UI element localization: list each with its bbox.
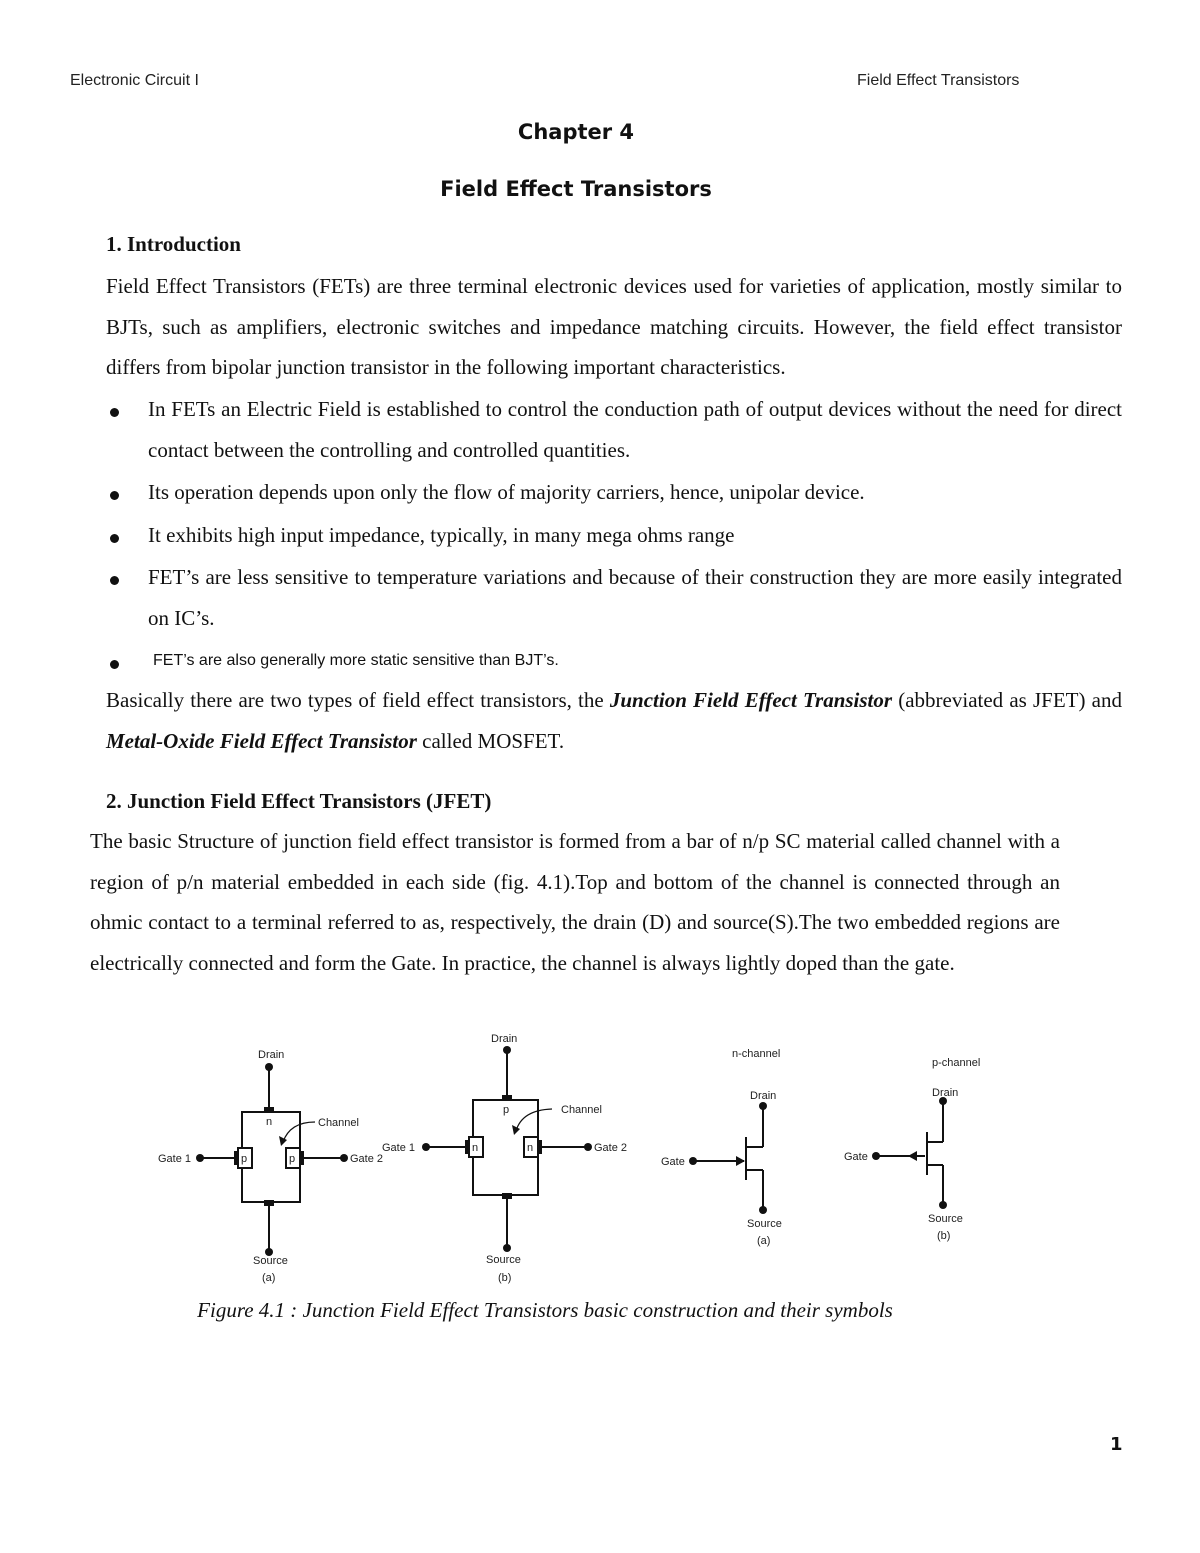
bullet-text: In FETs an Electric Field is established to control the conduction path of output devices without the need for direct contact between the controlling and controlled quantities.: [148, 397, 1122, 462]
page-number: 1: [1110, 1434, 1123, 1455]
sym-b-gate-label: Gate: [844, 1151, 868, 1163]
chapter-number: Chapter 4: [517, 120, 635, 144]
types-text-1: Basically there are two types of field effect transistors, the: [106, 688, 610, 712]
struct-b-channel-type: p: [503, 1104, 510, 1116]
bullet-text: FET’s are also generally more static sensitive than BJT’s.: [153, 652, 559, 669]
sym-a-source-label: Source: [747, 1218, 782, 1230]
section-heading-jfet: 2. Junction Field Effect Transistors (JFET): [106, 789, 492, 813]
struct-a-gate1-label: Gate 1: [158, 1153, 192, 1165]
struct-a-gate2-label: Gate 2: [350, 1153, 384, 1165]
struct-b-gate-region-2: n: [527, 1142, 534, 1154]
sym-a-drain-label: Drain: [750, 1090, 777, 1102]
bullet-text: Its operation depends upon only the flow of majority carriers, hence, unipolar device.: [148, 480, 865, 504]
types-text-2: (abbreviated as JFET) and: [892, 688, 1122, 712]
figure-4-1: [150, 1025, 1030, 1290]
sym-b-title: p-channel: [932, 1057, 981, 1069]
struct-b-gate2-label: Gate 2: [594, 1142, 628, 1154]
sym-a-title: n-channel: [732, 1048, 781, 1060]
struct-a-channel-label: Channel: [318, 1117, 359, 1129]
struct-b-gate1-label: Gate 1: [382, 1142, 416, 1154]
struct-a-gate-region-1: p: [241, 1153, 248, 1165]
bullet-text: It exhibits high input impedance, typically, in many mega ohms range: [148, 523, 735, 547]
sym-b-drain-label: Drain: [932, 1087, 959, 1099]
struct-a-channel-type: n: [266, 1116, 273, 1128]
struct-b-channel-label: Channel: [561, 1104, 602, 1116]
jfet-paragraph: The basic Structure of junction field effect transistor is formed from a bar of n/p SC material called channel with a region of p/n material embedded in each side (fig. 4.1).Top and bottom of the channel is connected through an ohmic contact to a terminal referred to as, respectively, the drain (D) and source(S).The two embedded regions are electrically connected and form the Gate. In practice, the channel is always lightly doped than the gate.: [90, 829, 1060, 975]
section-heading-introduction: 1. Introduction: [106, 232, 241, 256]
struct-a-drain-label: Drain: [258, 1049, 285, 1061]
header-right: Field Effect Transistors: [857, 72, 1020, 89]
bullet-icon: [110, 576, 119, 585]
bullet-text: FET’s are less sensitive to temperature variations and because of their construction they are more easily integrated on IC’s.: [148, 565, 1122, 630]
struct-b-tag: (b): [498, 1272, 512, 1284]
figure-caption: Figure 4.1 : Junction Field Effect Transistors basic construction and their symbols: [197, 1298, 893, 1322]
header-left: Electronic Circuit I: [70, 72, 199, 89]
bullet-icon: [110, 534, 119, 543]
p-channel-symbol: [878, 1103, 943, 1203]
struct-a-source-label: Source: [253, 1255, 288, 1267]
types-text-3: called MOSFET.: [416, 728, 565, 753]
n-channel-symbol: [695, 1108, 763, 1208]
fet-types-paragraph: [106, 680, 1122, 761]
mosfet-term: Metal-Oxide Field Effect Transistor: [106, 728, 417, 753]
jfet-structure-n-channel: [202, 1067, 342, 1252]
struct-b-gate-region-1: n: [472, 1142, 479, 1154]
struct-a-tag: (a): [262, 1272, 276, 1284]
struct-b-drain-label: Drain: [491, 1033, 518, 1045]
struct-b-source-label: Source: [486, 1254, 521, 1266]
sym-a-tag: (a): [757, 1235, 771, 1247]
intro-paragraph: Field Effect Transistors (FETs) are three terminal electronic devices used for varieties of application, mostly similar to BJTs, such as amplifiers, electronic switches and impedance matching circuits. However, the field effect transistor differs from bipolar junction transistor in the following important characteristics.: [106, 274, 1122, 379]
sym-a-gate-label: Gate: [661, 1156, 685, 1168]
sym-b-source-label: Source: [928, 1213, 963, 1225]
struct-a-gate-region-2: p: [289, 1153, 296, 1165]
jfet-structure-p-channel: [428, 1050, 586, 1248]
bullet-icon: [110, 660, 119, 669]
bullet-icon: [110, 408, 119, 417]
sym-b-tag: (b): [937, 1230, 951, 1242]
bullet-icon: [110, 491, 119, 500]
jfet-term: Junction Field Effect Transistor: [609, 688, 893, 712]
page-title: Field Effect Transistors: [440, 177, 712, 201]
